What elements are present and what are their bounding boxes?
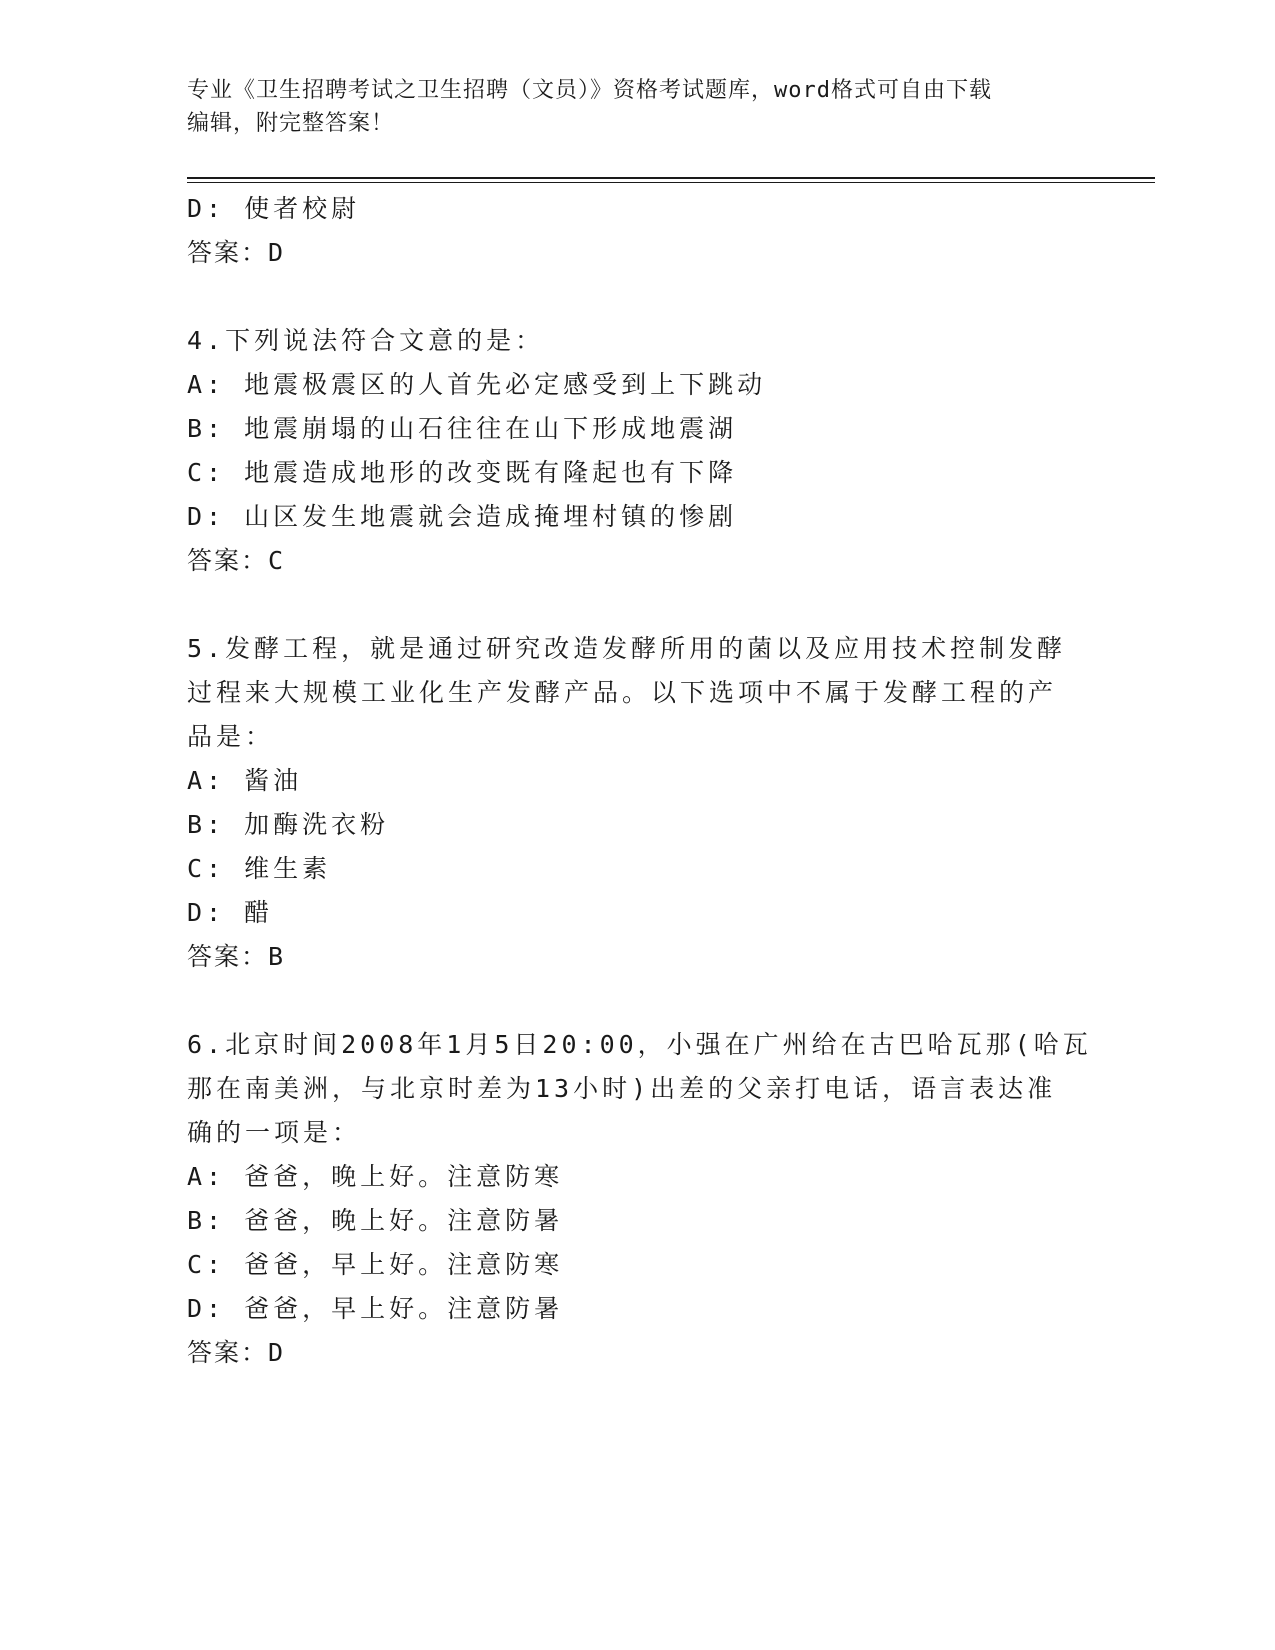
q5-stem-line-1: 5.发酵工程，就是通过研究改造发酵所用的菌以及应用技术控制发酵 (187, 634, 1067, 663)
q4-option-b: B: 地震崩塌的山石往往在山下形成地震湖 (187, 414, 738, 443)
q5-answer: 答案：B (187, 942, 286, 971)
header-divider-thin (187, 182, 1155, 183)
q5-option-b: B: 加酶洗衣粉 (187, 810, 390, 839)
prev-answer: 答案：D (187, 238, 286, 267)
q4-answer: 答案：C (187, 546, 286, 575)
q4-stem: 4.下列说法符合文意的是： (187, 326, 545, 355)
q6-answer: 答案：D (187, 1338, 286, 1367)
q5-stem-line-2: 过程来大规模工业化生产发酵产品。以下选项中不属于发酵工程的产 (187, 678, 1058, 707)
q6-option-c: C: 爸爸，早上好。注意防寒 (187, 1250, 564, 1279)
q6-option-a: A: 爸爸，晚上好。注意防寒 (187, 1162, 564, 1191)
q5-option-d: D: 醋 (187, 898, 274, 927)
q6-option-b: B: 爸爸，晚上好。注意防暑 (187, 1206, 564, 1235)
q4-option-a: A: 地震极震区的人首先必定感受到上下跳动 (187, 370, 767, 399)
q5-option-c: C: 维生素 (187, 854, 332, 883)
q6-stem-line-2: 那在南美洲，与北京时差为13小时)出差的父亲打电话，语言表达准 (187, 1074, 1057, 1103)
q6-stem-line-3: 确的一项是： (187, 1118, 362, 1147)
header-line-1: 专业《卫生招聘考试之卫生招聘（文员）》资格考试题库，word格式可自由下载 (187, 78, 992, 103)
q5-option-a: A: 酱油 (187, 766, 303, 795)
q6-stem-line-1: 6.北京时间2008年1月5日20:00，小强在广州给在古巴哈瓦那(哈瓦 (187, 1030, 1092, 1059)
prev-option-d: D: 使者校尉 (187, 194, 361, 223)
q5-stem-line-3: 品是： (187, 722, 275, 751)
header-divider-thick (187, 177, 1155, 179)
document-header (187, 74, 1087, 140)
q4-option-d: D: 山区发生地震就会造成掩埋村镇的惨剧 (187, 502, 738, 531)
header-line-2: 编辑，附完整答案！ (187, 111, 395, 136)
q4-option-c: C: 地震造成地形的改变既有隆起也有下降 (187, 458, 738, 487)
q6-option-d: D: 爸爸，早上好。注意防暑 (187, 1294, 564, 1323)
